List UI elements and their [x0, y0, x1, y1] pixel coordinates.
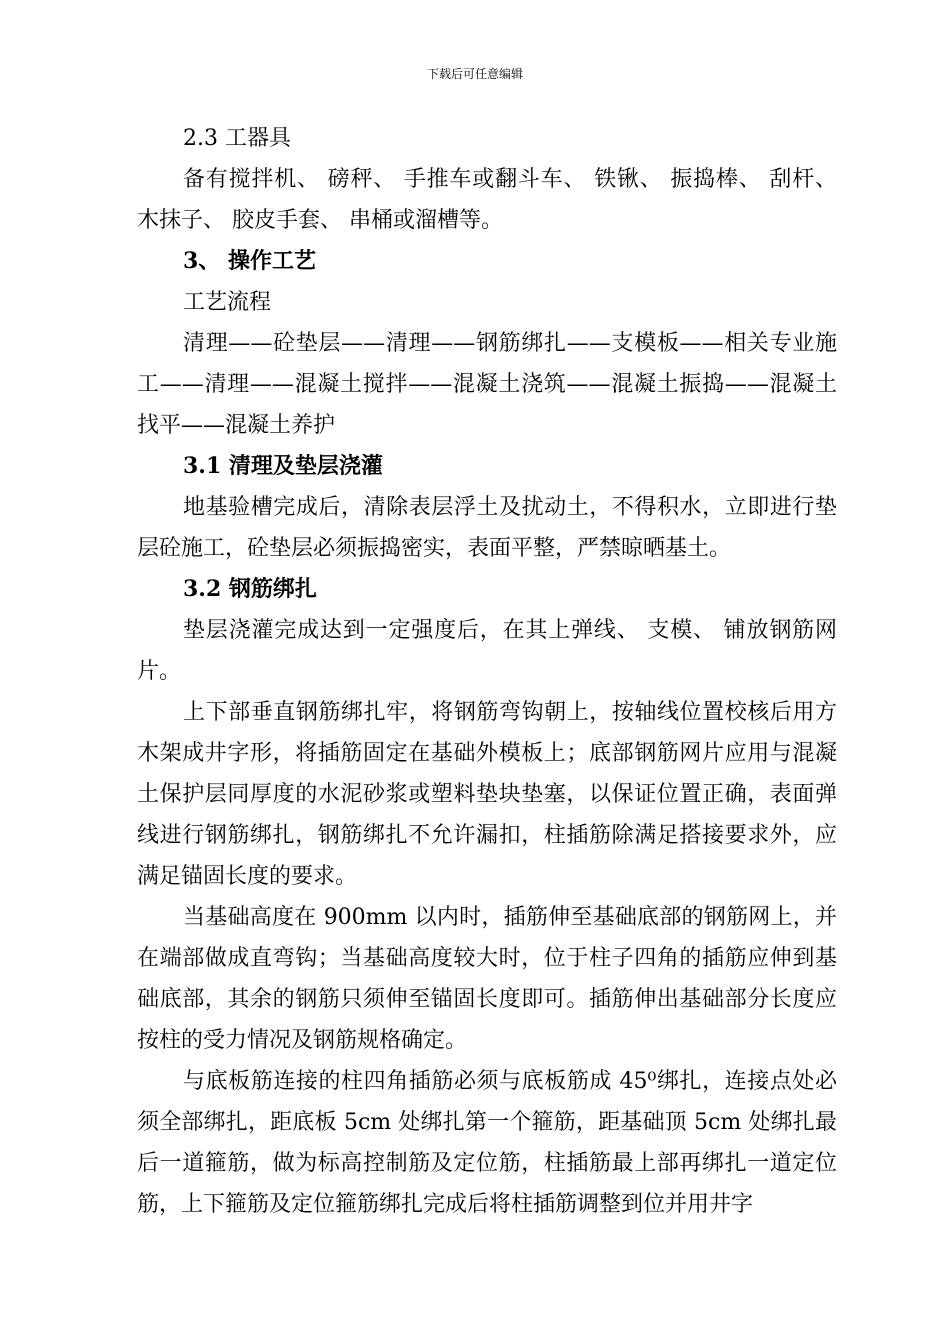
document-body [137, 118, 837, 1225]
rebar-paragraph-1: 垫层浇灌完成达到一定强度后，在其上弹线、 支模、 铺放钢筋网片。 [137, 618, 837, 684]
section-heading-rebar: 3.2 钢筋绑扎 [183, 576, 317, 602]
rebar-paragraph-4: 与底板筋连接的柱四角插筋必须与底板筋成 45⁰绑扎，连接点处必须全部绑扎，距底板 5cm 处绑扎第一个箍筋，距基础顶 5cm 处绑扎最后一道箍筋，做为标高控制筋及定位筋，柱插筋最上部再绑扎一道定位筋，上下箍筋及定位箍筋绑扎完成后将柱插筋调整到位并用井字 [137, 1069, 837, 1217]
section-heading-cleanup: 3.1 清理及垫层浇灌 [183, 453, 383, 479]
process-flow-paragraph: 清理——砼垫层——清理——钢筋绑扎——支模板——相关专业施工——清理——混凝土搅拌——混凝土浇筑——混凝土振捣——混凝土找平——混凝土养护 [137, 331, 837, 438]
rebar-paragraph-2: 上下部垂直钢筋绑扎牢，将钢筋弯钩朝上，按轴线位置校核后用方木架成井字形，将插筋固定在基础外模板上；底部钢筋网片应用与混凝土保护层同厚度的水泥砂浆或塑料垫块垫塞，以保证位置正确，表面弹线进行钢筋绑扎，钢筋绑扎不允许漏扣，柱插筋除满足搭接要求外，应满足锚固长度的要求。 [137, 700, 837, 889]
section-heading-process: 3、 操作工艺 [183, 248, 316, 274]
page-header: 下载后可任意编辑 [426, 67, 523, 81]
process-flow-label: 工艺流程 [183, 290, 272, 315]
section-heading-tools: 2.3 工器具 [183, 126, 291, 151]
cleanup-paragraph: 地基验槽完成后，清除表层浮土及扰动土，不得积水，立即进行垫层砼施工，砼垫层必须振捣密实，表面平整，严禁晾晒基土。 [137, 495, 837, 561]
rebar-paragraph-3: 当基础高度在 900mm 以内时，插筋伸至基础底部的钢筋网上，并在端部做成直弯钩；当基础高度较大时，位于柱子四角的插筋应伸到基础底部，其余的钢筋只须伸至锚固长度即可。插筋伸出基础部分长度应按柱的受力情况及钢筋规格确定。 [137, 905, 837, 1053]
tools-paragraph: 备有搅拌机、 磅秤、 手推车或翻斗车、 铁锹、 振捣棒、 刮杆、 木抹子、 胶皮手套、 串桶或溜槽等。 [137, 167, 837, 233]
